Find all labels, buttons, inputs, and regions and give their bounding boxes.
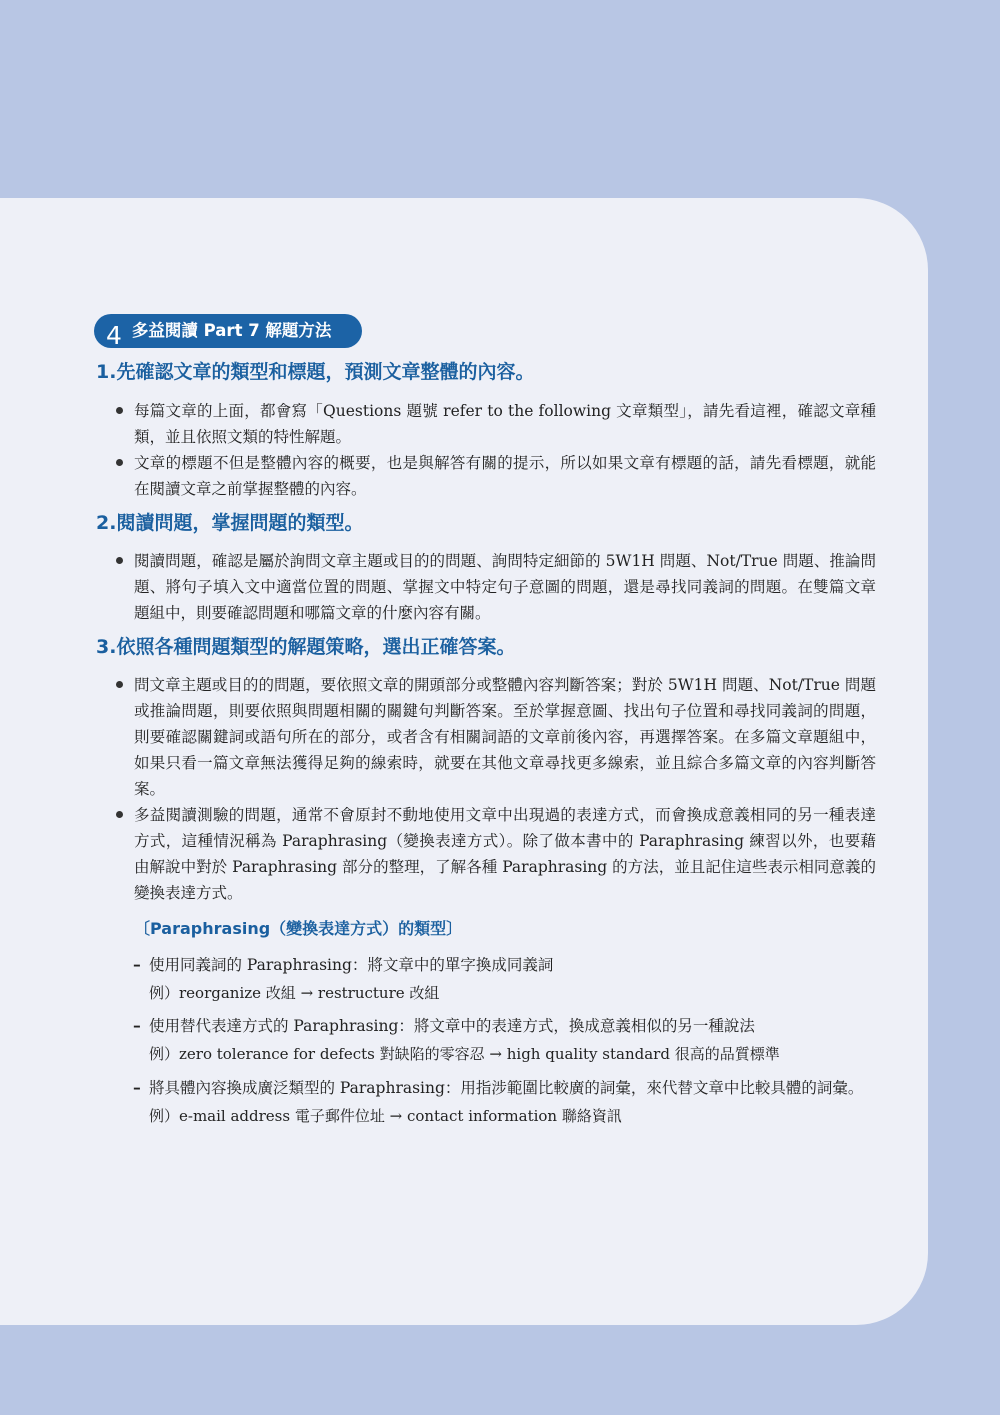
- bullet-dot: [116, 681, 123, 688]
- paraphrasing-types-title: 〔Paraphrasing（變換表達方式）的類型〕: [134, 919, 463, 938]
- paraphrasing-example: 例）zero tolerance for defects 對缺陷的零容忍 → high quality standard 很高的品質標準: [149, 1045, 780, 1063]
- paraphrasing-type-1: [133, 953, 878, 1005]
- bullet-text: 多益閱讀測驗的問題，通常不會原封不動地使用文章中出現過的表達方式，而會換成意義相同的另一種表達方式，這種情況稱為 Paraphrasing（變換表達方式）。除了做本書中的 Paraphrasing 練習以外，也要藉由解說中對於 Paraphrasing 部分的整理，了解各種 Paraphrasing 的方法，並且記住這些表示相同意義的變換表達方式。: [134, 806, 876, 902]
- paraphrasing-type-text: 將具體內容換成廣泛類型的 Paraphrasing：用指涉範圍比較廣的詞彙，來代替文章中比較具體的詞彙。: [149, 1079, 864, 1097]
- paraphrasing-example: 例）e-mail address 電子郵件位址 → contact information 聯絡資訊: [149, 1107, 622, 1125]
- paraphrasing-type-text: 使用同義詞的 Paraphrasing：將文章中的單字換成同義詞: [149, 956, 554, 974]
- bullet-dot: [116, 459, 123, 466]
- dash-marker: –: [133, 1078, 141, 1097]
- paraphrasing-example: 例）reorganize 改組 → restructure 改組: [149, 984, 440, 1002]
- section-badge: [94, 314, 362, 348]
- step-3-bullet-1: [116, 672, 876, 802]
- bullet-text: 閱讀問題，確認是屬於詢問文章主題或目的的問題、詢問特定細節的 5W1H 問題、Not/True 問題、推論問題、將句子填入文中適當位置的問題、掌握文中特定句子意圖的問題，還是尋找同義詞的問題。在雙篇文章題組中，則要確認問題和哪篇文章的什麼內容有關。: [134, 552, 876, 622]
- dash-marker: –: [133, 1016, 141, 1035]
- dash-marker: –: [133, 955, 141, 974]
- step-1-bullet-2: [116, 450, 876, 502]
- bullet-dot: [116, 811, 123, 818]
- paraphrasing-type-3: [133, 1076, 878, 1128]
- bullet-dot: [116, 557, 123, 564]
- section-title: 多益閱讀 Part 7 解題方法: [131, 320, 332, 340]
- paraphrasing-type-text: 使用替代表達方式的 Paraphrasing：將文章中的表達方式，換成意義相似的另一種說法: [149, 1017, 755, 1035]
- step-1-heading: 1.先確認文章的類型和標題，預測文章整體的內容。: [96, 361, 535, 383]
- step-1-bullet-1: [116, 398, 876, 450]
- step-3-bullet-2: [116, 802, 876, 906]
- step-2-bullet-1: [116, 548, 876, 626]
- step-2-heading: 2.閱讀問題，掌握問題的類型。: [96, 512, 364, 534]
- step-3-heading: 3.依照各種問題類型的解題策略，選出正確答案。: [96, 636, 516, 658]
- bullet-text: 文章的標題不但是整體內容的概要，也是與解答有關的提示，所以如果文章有標題的話，請先看標題，就能在閱讀文章之前掌握整體的內容。: [134, 454, 876, 498]
- bullet-text: 問文章主題或目的的問題，要依照文章的開頭部分或整體內容判斷答案；對於 5W1H 問題、Not/True 問題或推論問題，則要依照與問題相關的關鍵句判斷答案。至於掌握意圖、找出句子位置和尋找同義詞的問題，則要確認關鍵詞或語句所在的部分，或者含有相關詞語的文章前後內容，再選擇答案。在多篇文章題組中，如果只看一篇文章無法獲得足夠的線索時，就要在其他文章尋找更多線索，並且綜合多篇文章的內容判斷答案。: [134, 676, 876, 798]
- bullet-dot: [116, 407, 123, 414]
- section-number: 4: [106, 320, 122, 350]
- bullet-text: 每篇文章的上面，都會寫「Questions 題號 refer to the following 文章類型」，請先看這裡，確認文章種類，並且依照文類的特性解題。: [134, 402, 876, 446]
- paraphrasing-type-2: [133, 1014, 878, 1066]
